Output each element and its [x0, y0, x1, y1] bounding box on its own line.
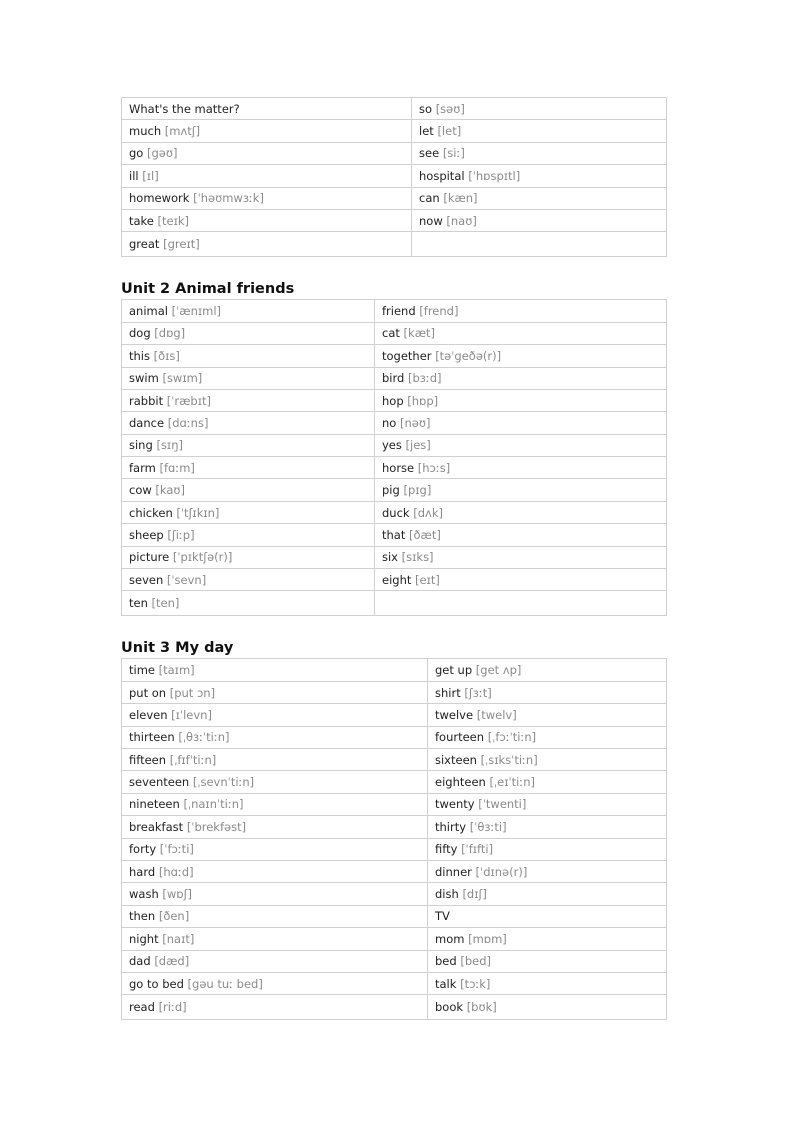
table-row — [122, 591, 667, 616]
vocab-cell — [375, 479, 667, 501]
vocab-word: time — [129, 663, 155, 678]
vocab-cell — [428, 771, 667, 793]
vocab-word: much — [129, 124, 162, 139]
table-row — [122, 389, 667, 411]
vocab-word: can — [419, 191, 440, 206]
vocab-phonetic: [hɔːs] — [417, 460, 451, 475]
vocab-phonetic: [swɪm] — [162, 371, 203, 386]
vocab-cell — [375, 546, 667, 568]
vocab-table-unit-2 — [121, 299, 667, 616]
vocab-cell — [122, 793, 428, 815]
vocab-phonetic: [twelv] — [476, 707, 517, 722]
vocab-word: wash — [129, 887, 159, 902]
vocab-phonetic: [ˈænɪml] — [171, 304, 222, 319]
vocab-cell — [412, 165, 667, 187]
table-row — [122, 995, 667, 1020]
vocab-word: sixteen — [435, 752, 477, 767]
vocab-phonetic: [frend] — [419, 304, 459, 319]
vocab-word: bird — [382, 371, 405, 386]
vocab-phonetic: [ˈhɒspɪtl] — [468, 168, 521, 183]
vocab-cell — [122, 816, 428, 838]
vocab-cell — [122, 412, 375, 434]
vocab-word: night — [129, 931, 159, 946]
vocab-phonetic: [bed] — [460, 954, 491, 969]
vocab-cell — [122, 165, 412, 187]
vocab-word: friend — [382, 304, 416, 319]
vocab-phonetic: [taɪm] — [158, 663, 195, 678]
vocab-phonetic: [fɑːm] — [159, 460, 195, 475]
vocab-cell — [122, 345, 375, 367]
vocab-cell — [122, 457, 375, 479]
vocab-cell — [428, 905, 667, 927]
vocab-word: now — [419, 213, 443, 228]
vocab-cell — [122, 995, 428, 1020]
vocab-word: ten — [129, 596, 148, 611]
vocab-word: hop — [382, 393, 404, 408]
vocab-cell — [122, 142, 412, 164]
vocab-word: thirteen — [129, 730, 175, 745]
vocab-word: animal — [129, 304, 168, 319]
unit-2-heading: Unit 2 Animal friends — [121, 281, 295, 298]
table-row — [122, 546, 667, 568]
vocab-word: get up — [435, 663, 473, 678]
vocab-word: dog — [129, 326, 151, 341]
vocab-cell — [122, 950, 428, 972]
vocab-cell — [375, 345, 667, 367]
vocab-cell — [122, 322, 375, 344]
vocab-cell — [122, 209, 412, 231]
vocab-phonetic: [dɒg] — [154, 326, 186, 341]
vocab-word: shirt — [435, 685, 461, 700]
table-row — [122, 457, 667, 479]
table-row — [122, 659, 667, 681]
vocab-phonetic: [səʊ] — [435, 101, 465, 116]
vocab-cell — [428, 950, 667, 972]
table-row — [122, 434, 667, 456]
vocab-word: homework — [129, 191, 190, 206]
vocab-phonetic: [ˈtʃɪkɪn] — [176, 505, 220, 520]
table-row — [122, 120, 667, 142]
vocab-cell — [375, 591, 667, 616]
vocab-cell — [375, 569, 667, 591]
vocab-word: talk — [435, 976, 457, 991]
vocab-word: nineteen — [129, 797, 180, 812]
vocab-word: ill — [129, 168, 139, 183]
vocab-phonetic: [kæt] — [403, 326, 435, 341]
table-row — [122, 793, 667, 815]
vocab-word: then — [129, 909, 156, 924]
vocab-cell — [375, 501, 667, 523]
vocab-cell — [122, 748, 428, 770]
vocab-word: book — [435, 1000, 464, 1015]
table-row — [122, 501, 667, 523]
table-row — [122, 412, 667, 434]
vocab-cell — [122, 726, 428, 748]
vocab-cell — [375, 389, 667, 411]
vocab-phonetic: [mɒm] — [468, 931, 507, 946]
vocab-cell — [428, 659, 667, 681]
table-row — [122, 883, 667, 905]
vocab-cell — [122, 569, 375, 591]
vocab-word: fifty — [435, 842, 458, 857]
vocab-table-unit-1 — [121, 97, 667, 257]
vocab-cell — [412, 187, 667, 209]
table-row — [122, 704, 667, 726]
vocab-cell — [412, 142, 667, 164]
table-row — [122, 905, 667, 927]
vocab-cell — [122, 187, 412, 209]
vocab-phonetic: [siː] — [442, 146, 465, 161]
table-row — [122, 748, 667, 770]
vocab-word: bed — [435, 954, 457, 969]
vocab-phonetic: [hɒp] — [407, 393, 439, 408]
vocab-cell — [412, 209, 667, 231]
vocab-phonetic: [ˈræbɪt] — [166, 393, 211, 408]
vocab-phonetic: [ˌsɪksˈtiːn] — [480, 752, 538, 767]
table-row — [122, 681, 667, 703]
vocab-cell — [122, 300, 375, 322]
section-unit-3-vocab — [121, 658, 667, 1020]
vocab-cell — [375, 524, 667, 546]
table-row — [122, 479, 667, 501]
vocab-cell — [412, 232, 667, 257]
vocab-phonetic: [ˌfɔːˈtiːn] — [487, 730, 537, 745]
vocab-phonetic: [dɑːns] — [167, 415, 209, 430]
table-row — [122, 300, 667, 322]
table-row — [122, 367, 667, 389]
vocab-word: thirty — [435, 819, 467, 834]
vocab-phonetic: [ˈbrekfəst] — [186, 819, 247, 834]
vocab-word: so — [419, 101, 433, 116]
vocab-cell — [122, 120, 412, 142]
vocab-cell — [428, 793, 667, 815]
table-row — [122, 726, 667, 748]
vocab-phonetic: [ˌnaɪnˈtiːn] — [183, 797, 244, 812]
vocab-word: fifteen — [129, 752, 167, 767]
vocab-cell — [122, 591, 375, 616]
vocab-phonetic: [ʃɜːt] — [464, 685, 492, 700]
table-row — [122, 928, 667, 950]
vocab-phonetic: [təˈgeðə(r)] — [435, 348, 502, 363]
vocab-phonetic: [mʌtʃ] — [164, 124, 201, 139]
vocab-word: breakfast — [129, 819, 184, 834]
vocab-cell — [122, 232, 412, 257]
vocab-phonetic: [gəʊ] — [147, 146, 178, 161]
vocab-phonetic: [ˈfɪfti] — [461, 842, 494, 857]
vocab-phonetic: [ˈpɪktʃə(r)] — [172, 550, 233, 565]
vocab-phonetic: [kaʊ] — [155, 483, 186, 498]
vocab-phonetic: [ˈsevn] — [166, 572, 207, 587]
vocab-word: rabbit — [129, 393, 164, 408]
vocab-phonetic: [ˈfɔːti] — [159, 842, 194, 857]
vocab-phonetic: [teɪk] — [157, 213, 190, 228]
table-row — [122, 950, 667, 972]
vocab-word: dish — [435, 887, 459, 902]
unit-3-heading: Unit 3 My day — [121, 640, 234, 657]
vocab-cell — [122, 546, 375, 568]
vocab-cell — [375, 367, 667, 389]
vocab-word: that — [382, 527, 406, 542]
table-row — [122, 209, 667, 231]
vocab-word: seventeen — [129, 775, 190, 790]
vocab-cell — [122, 389, 375, 411]
vocab-word: see — [419, 146, 440, 161]
vocab-word: read — [129, 1000, 155, 1015]
vocab-word: dinner — [435, 864, 472, 879]
vocab-cell — [122, 883, 428, 905]
vocab-word: fourteen — [435, 730, 485, 745]
vocab-cell — [122, 860, 428, 882]
section-unit-2-vocab — [121, 299, 667, 616]
table-row — [122, 838, 667, 860]
table-row — [122, 165, 667, 187]
vocab-cell — [428, 726, 667, 748]
vocab-cell — [412, 98, 667, 120]
vocab-word: put on — [129, 685, 167, 700]
vocab-cell — [122, 928, 428, 950]
table-row — [122, 187, 667, 209]
vocab-cell — [428, 704, 667, 726]
vocab-cell — [122, 838, 428, 860]
vocab-cell — [122, 771, 428, 793]
vocab-word: eighteen — [435, 775, 486, 790]
vocab-phonetic: [jes] — [405, 438, 431, 453]
table-row — [122, 142, 667, 164]
vocab-phonetic: [ˈθɜːti] — [469, 819, 507, 834]
vocab-word: mom — [435, 931, 465, 946]
vocab-phonetic: [greɪt] — [163, 237, 200, 252]
vocab-word: cat — [382, 326, 400, 341]
vocab-phonetic: [dæd] — [154, 954, 190, 969]
vocab-word: go — [129, 146, 144, 161]
vocab-cell — [122, 972, 428, 994]
vocab-phonetic: [ten] — [151, 596, 180, 611]
vocab-phonetic: [ˈtwenti] — [478, 797, 527, 812]
vocab-phonetic: [ɪˈlevn] — [171, 707, 212, 722]
vocab-phonetic: [kæn] — [443, 191, 478, 206]
table-row — [122, 98, 667, 120]
vocab-word: TV — [435, 909, 450, 924]
vocab-cell — [375, 457, 667, 479]
table-row — [122, 322, 667, 344]
vocab-cell — [428, 883, 667, 905]
vocab-phonetic: [ˌeɪˈtiːn] — [489, 775, 535, 790]
vocab-phonetic: [let] — [437, 124, 462, 139]
vocab-phonetic: [eɪt] — [415, 572, 440, 587]
vocab-word: chicken — [129, 505, 173, 520]
vocab-word: twenty — [435, 797, 475, 812]
vocab-table-unit-3 — [121, 658, 667, 1020]
vocab-cell — [122, 479, 375, 501]
vocab-cell — [428, 681, 667, 703]
vocab-word: go to bed — [129, 976, 184, 991]
table-row — [122, 345, 667, 367]
vocab-word: great — [129, 237, 160, 252]
vocab-phonetic: [bɜːd] — [407, 371, 442, 386]
vocab-phonetic: [naɪt] — [162, 931, 195, 946]
vocab-phonetic: [ˈdɪnə(r)] — [475, 864, 528, 879]
vocab-phonetic: [dʌk] — [413, 505, 443, 520]
vocab-cell — [122, 905, 428, 927]
table-row — [122, 771, 667, 793]
vocab-word: swim — [129, 371, 159, 386]
vocab-word: horse — [382, 460, 415, 475]
vocab-phonetic: [ˈhəʊmwɜːk] — [193, 191, 264, 206]
vocab-word: forty — [129, 842, 157, 857]
vocab-word: eleven — [129, 707, 168, 722]
vocab-word: no — [382, 415, 397, 430]
vocab-cell — [412, 120, 667, 142]
vocab-phonetic: [wɒʃ] — [162, 887, 192, 902]
vocab-word: take — [129, 213, 154, 228]
table-row — [122, 816, 667, 838]
vocab-word: yes — [382, 438, 402, 453]
vocab-word: seven — [129, 572, 164, 587]
vocab-phonetic: [get ʌp] — [475, 663, 522, 678]
vocab-word: cow — [129, 483, 152, 498]
vocab-phonetic: [ʃiːp] — [167, 527, 195, 542]
vocab-cell — [428, 995, 667, 1020]
vocab-cell — [428, 860, 667, 882]
vocab-word: twelve — [435, 707, 474, 722]
table-row — [122, 524, 667, 546]
vocab-word: sheep — [129, 527, 164, 542]
vocab-cell — [122, 367, 375, 389]
vocab-phonetic: [dɪʃ] — [462, 887, 487, 902]
vocab-word: together — [382, 348, 432, 363]
vocab-phonetic: [riːd] — [158, 1000, 187, 1015]
table-row — [122, 860, 667, 882]
section-unit-1-vocab — [121, 97, 667, 257]
vocab-phonetic: [nəʊ] — [399, 415, 431, 430]
vocab-cell — [122, 659, 428, 681]
vocab-phonetic: [hɑːd] — [158, 864, 194, 879]
vocabulary-page — [121, 97, 667, 1020]
vocab-cell — [122, 434, 375, 456]
vocab-word: dad — [129, 954, 151, 969]
vocab-phonetic: [sɪks] — [401, 550, 434, 565]
vocab-phonetic: [ðen] — [158, 909, 190, 924]
vocab-phonetic: [ðɪs] — [153, 348, 180, 363]
vocab-word: picture — [129, 550, 170, 565]
vocab-cell — [375, 300, 667, 322]
vocab-phonetic: [gəu tuː bed] — [187, 976, 263, 991]
vocab-cell — [428, 748, 667, 770]
vocab-phonetic: [sɪŋ] — [156, 438, 183, 453]
vocab-cell — [428, 928, 667, 950]
vocab-cell — [122, 501, 375, 523]
vocab-word: hard — [129, 864, 156, 879]
vocab-cell — [375, 434, 667, 456]
vocab-cell — [428, 816, 667, 838]
vocab-phonetic: [put ɔn] — [169, 685, 216, 700]
vocab-cell — [122, 681, 428, 703]
vocab-word: let — [419, 124, 434, 139]
vocab-cell — [122, 704, 428, 726]
vocab-word: hospital — [419, 168, 465, 183]
vocab-word: dance — [129, 415, 165, 430]
vocab-word: this — [129, 348, 150, 363]
table-row — [122, 569, 667, 591]
vocab-cell — [122, 98, 412, 120]
vocab-phonetic: [tɔːk] — [460, 976, 491, 991]
vocab-word: six — [382, 550, 398, 565]
vocab-word: duck — [382, 505, 410, 520]
vocab-word: sing — [129, 438, 153, 453]
table-row — [122, 972, 667, 994]
vocab-phonetic: [ðæt] — [409, 527, 441, 542]
vocab-phonetic: [ˌθɜːˈtiːn] — [178, 730, 230, 745]
vocab-cell — [122, 524, 375, 546]
vocab-word: What's the matter? — [129, 101, 240, 116]
vocab-word: eight — [382, 572, 412, 587]
table-row — [122, 232, 667, 257]
vocab-cell — [375, 322, 667, 344]
vocab-cell — [428, 972, 667, 994]
vocab-phonetic: [naʊ] — [446, 213, 477, 228]
vocab-phonetic: [pɪg] — [403, 483, 432, 498]
vocab-cell — [428, 838, 667, 860]
vocab-word: farm — [129, 460, 156, 475]
vocab-phonetic: [ɪl] — [142, 168, 159, 183]
vocab-phonetic: [bʊk] — [466, 1000, 497, 1015]
vocab-phonetic: [ˌsevnˈtiːn] — [192, 775, 255, 790]
vocab-cell — [375, 412, 667, 434]
vocab-phonetic: [ˌfɪfˈtiːn] — [169, 752, 217, 767]
vocab-word: pig — [382, 483, 400, 498]
